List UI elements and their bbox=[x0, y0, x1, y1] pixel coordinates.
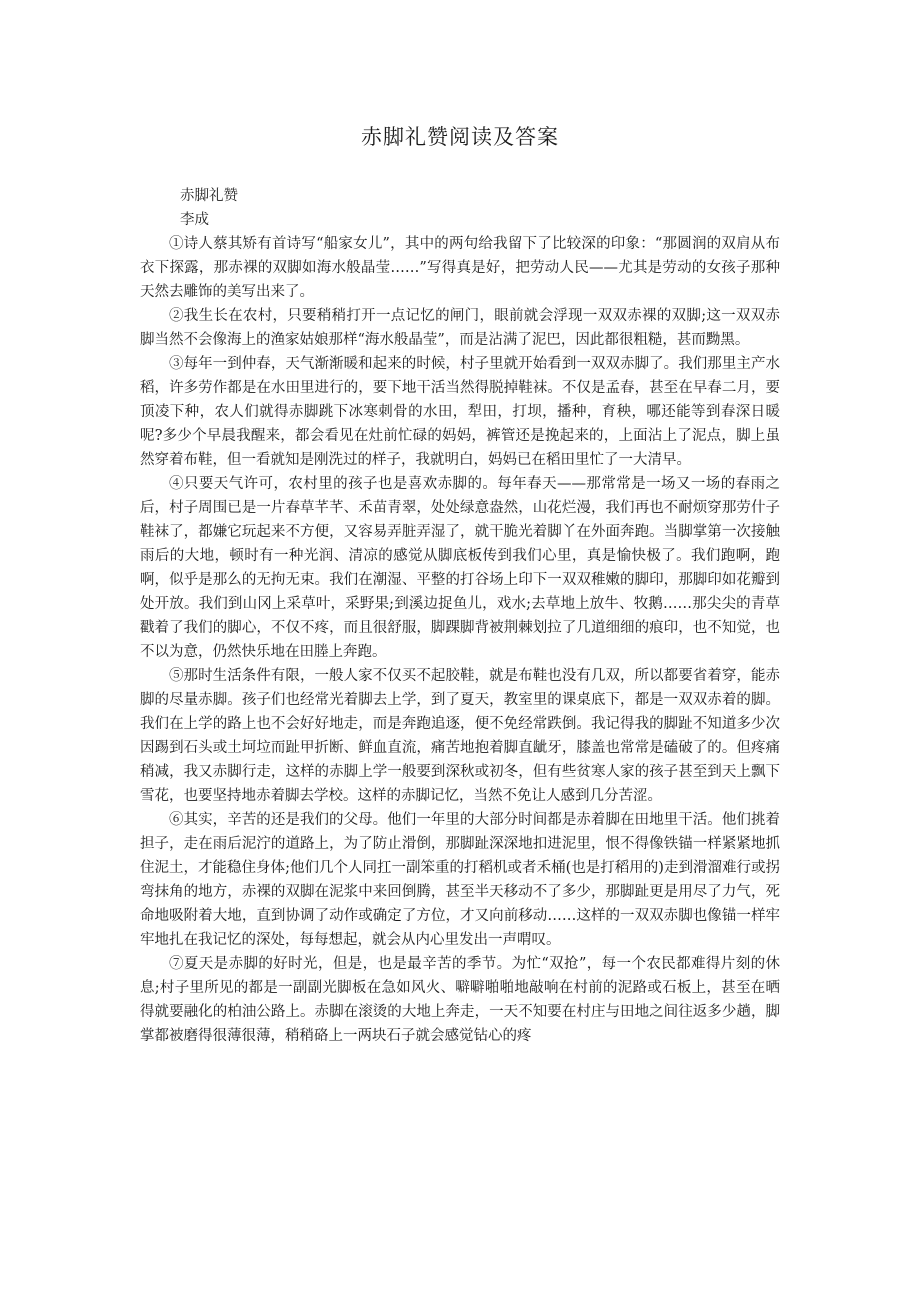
article-title: 赤脚礼赞 bbox=[180, 188, 238, 204]
document-title: 赤脚礼赞阅读及答案 bbox=[361, 125, 559, 149]
paragraph-4: ④只要天气许可，农村里的孩子也是喜欢赤脚的。每年春天——那常常是一场又一场的春雨之后，村子周围已是一片春草芊芊、禾苗青翠，处处绿意盎然，山花烂漫，我们再也不耐烦穿那劳什子鞋袜了，都嫌它玩起来不方便，又容易弄脏弄湿了，就干脆光着脚丫在外面奔跑。当脚掌第一次接触雨后的大地，顿时有一种光润、清凉的感觉从脚底板传到我们心里，真是愉快极了。我们跑啊，跑啊，似乎是那么的无拘无束。我们在潮湿、平整的打谷场上印下一双双稚嫩的脚印，那脚印如花瓣到处开放。我们到山冈上采草叶，采野果;到溪边捉鱼儿，戏水;去草地上放牛、牧鹅……那尖尖的青草戳着了我们的脚心，不仅不疼，而且很舒服，脚踝脚背被荆棘划拉了几道细细的痕印，也不知觉，也不以为意，仍然快乐地在田塍上奔跑。 bbox=[140, 476, 780, 660]
paragraph-7: ⑦夏天是赤脚的好时光，但是，也是最辛苦的季节。为忙“双抢”，每一个农民都难得片刻的休息;村子里所见的都是一副副光脚板在急如风火、噼噼啪啪地敲响在村前的泥路或石板上，甚至在晒得就要融化的柏油公路上。赤脚在滚烫的大地上奔走，一天不知要在村庄与田地之间往返多少趟，脚掌都被磨得很薄很薄，稍稍硌上一两块石子就会感觉钻心的疼 bbox=[140, 956, 780, 1044]
paragraph-2: ②我生长在农村，只要稍稍打开一点记忆的闸门，眼前就会浮现一双双赤裸的双脚;这一双双赤脚当然不会像海上的渔家姑娘那样“海水般晶莹”，而是沾满了泥巴，因此都很粗糙，甚而黝黑。 bbox=[140, 308, 780, 348]
article-author: 李成 bbox=[180, 212, 209, 228]
paragraph-3: ③每年一到仲春，天气渐渐暖和起来的时候，村子里就开始看到一双双赤脚了。我们那里主产水稻，许多劳作都是在水田里进行的，要下地干活当然得脱掉鞋袜。不仅是孟春，甚至在早春二月，要顶凌下种，农人们就得赤脚跳下冰寒刺骨的水田，犁田，打坝，播种，育秧，哪还能等到春深日暖呢?多少个早晨我醒来，都会看见在灶前忙碌的妈妈，裤管还是挽起来的，上面沾上了泥点，脚上虽然穿着布鞋，但一看就知是刚洗过的样子，我就明白，妈妈已在稻田里忙了一大清早。 bbox=[140, 356, 780, 468]
paragraph-6: ⑥其实，辛苦的还是我们的父母。他们一年里的大部分时间都是赤着脚在田地里干活。他们挑着担子，走在雨后泥泞的道路上，为了防止滑倒，那脚趾深深地扣进泥里，恨不得像铁锚一样紧紧地抓住泥土，才能稳住身体;他们几个人同扛一副笨重的打稻机或者禾桶(也是打稻用的)走到滑溜难行或拐弯抹角的地方，赤裸的双脚在泥浆中来回倒腾，甚至半天移动不了多少，那脚趾更是用尽了力气，死命地吸附着大地，直到协调了动作或确定了方位，才又向前移动……这样的一双双赤脚也像锚一样牢牢地扎在我记忆的深处，每每想起，就会从内心里发出一声喟叹。 bbox=[140, 812, 780, 948]
paragraph-1: ①诗人蔡其矫有首诗写“船家女儿”，其中的两句给我留下了比较深的印象：“那圆润的双肩从布衣下探露，那赤裸的双脚如海水般晶莹……”写得真是好，把劳动人民——尤其是劳动的女孩子那种天然去雕饰的美写出来了。 bbox=[140, 236, 780, 300]
paragraph-5: ⑤那时生活条件有限，一般人家不仅买不起胶鞋，就是布鞋也没有几双，所以都要省着穿，能赤脚的尽量赤脚。孩子们也经常光着脚去上学，到了夏天，教室里的课桌底下，都是一双双赤着的脚。我们在上学的路上也不会好好地走，而是奔跑追逐，便不免经常跌倒。我记得我的脚趾不知道多少次因踢到石头或土坷垃而趾甲折断、鲜血直流，痛苦地抱着脚直龇牙，膝盖也常常是磕破了的。但疼痛稍减，我又赤脚行走，这样的赤脚上学一般要到深秋或初冬，但有些贫寒人家的孩子甚至到天上飘下雪花，也要坚持地赤着脚去学校。这样的赤脚记忆，当然不免让人感到几分苦涩。 bbox=[140, 668, 780, 804]
document-body bbox=[140, 184, 780, 1048]
